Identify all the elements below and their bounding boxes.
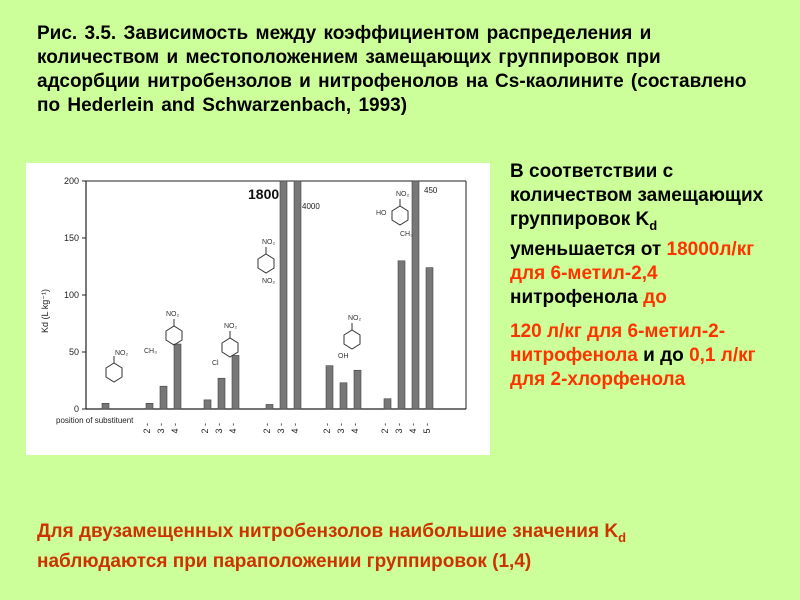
nitrophenol-structure-icon — [338, 315, 362, 360]
bar — [266, 404, 273, 409]
y-tick-label: 100 — [63, 290, 79, 300]
svg-text:Cl: Cl — [212, 360, 219, 367]
methylnitrophenol-structure-icon — [376, 191, 413, 238]
side-black-3: и до — [643, 344, 684, 366]
x-tick-label: 2 - — [200, 423, 210, 434]
side-black-2: нитрофенола — [510, 286, 638, 308]
svg-text:OH: OH — [338, 353, 349, 360]
bar — [326, 366, 333, 409]
x-tick-label: 3 - — [276, 423, 286, 434]
bar — [340, 383, 347, 409]
side-red-4: 0,1 л/кг для 2-хлорфенола — [510, 344, 756, 390]
bottom-sub-d: d — [618, 529, 627, 545]
chart-svg — [26, 163, 490, 455]
bottom-text — [37, 520, 757, 574]
y-tick-label: 150 — [63, 233, 79, 243]
annotation-450: 450 — [424, 186, 438, 195]
svg-text:CH₃: CH₃ — [144, 348, 157, 355]
bottom-text-1: Для двузамещенных нитробензолов наибольшие значения K — [37, 521, 619, 542]
x-tick-label: 3 - — [336, 423, 346, 434]
bar — [294, 181, 301, 409]
y-ticks — [64, 176, 86, 414]
x-tick-label: 2 - — [262, 423, 272, 434]
bar — [280, 181, 287, 409]
bar — [354, 370, 361, 409]
svg-text:NO₂: NO₂ — [262, 239, 276, 246]
bar — [174, 344, 181, 409]
x-tick-label: 3 - — [214, 423, 224, 434]
dinitrobenzene-structure-icon — [258, 239, 276, 285]
svg-text:NO₂: NO₂ — [115, 350, 129, 357]
y-tick-label: 50 — [68, 347, 79, 357]
bar-chart — [26, 163, 490, 455]
x-tick-label: 3 - — [394, 423, 404, 434]
x-tick-label: 3 - — [156, 423, 166, 434]
x-tick-label: 4 - — [350, 423, 360, 434]
x-tick-label: 5 - — [422, 423, 432, 434]
nitrobenzene-structure-icon — [106, 350, 129, 382]
x-tick-label: 4 - — [228, 423, 238, 434]
y-axis-label: Kd (L kg⁻¹) — [40, 289, 50, 333]
x-tick-label: 2 - — [322, 423, 332, 434]
x-tick-label: 4 - — [170, 423, 180, 434]
svg-text:NO₂: NO₂ — [262, 278, 276, 285]
figure-title: Рис. 3.5. Зависимость между коэффициентом распределения и количеством и местоположением замещающих группировок при адсорбции нитробензолов и нитрофенолов на Cs-каолините (составлено по Hederlein and Schwarzenbach, 1993) — [37, 23, 747, 116]
x-tick-label: 4 - — [408, 423, 418, 434]
x-tick-label: 4 - — [290, 423, 300, 434]
side-red-2: до — [643, 286, 667, 308]
y-tick-label: 200 — [63, 176, 79, 186]
bar — [102, 403, 109, 409]
svg-text:CH₃: CH₃ — [400, 231, 413, 238]
bar — [232, 355, 239, 409]
svg-text:NO₂: NO₂ — [224, 323, 238, 330]
side-text-2: уменьшается от — [510, 238, 662, 260]
bar — [218, 378, 225, 409]
y-tick-label: 0 — [73, 404, 79, 414]
annotation-1800: 1800 — [248, 186, 280, 202]
bar — [398, 261, 405, 409]
svg-text:NO₂: NO₂ — [166, 311, 180, 318]
side-sub-d: d — [649, 217, 658, 233]
side-text — [510, 160, 770, 402]
x-tick-labels — [142, 423, 432, 434]
x-tick-label: 2 - — [380, 423, 390, 434]
bar — [384, 399, 391, 409]
bar — [146, 403, 153, 409]
bar — [426, 268, 433, 409]
bar — [160, 386, 167, 409]
bottom-text-2: наблюдаются при параположении группировок (1,4) — [37, 550, 532, 572]
position-label: position of substituent — [56, 416, 134, 425]
bar — [412, 181, 419, 409]
side-text-1: В соответствии с количеством замещающих группировок K — [510, 161, 764, 230]
svg-text:HO: HO — [376, 210, 387, 217]
svg-text:NO₂: NO₂ — [396, 191, 410, 198]
x-tick-label: 2 - — [142, 423, 152, 434]
annotation-4000: 4000 — [302, 202, 320, 211]
bar — [204, 400, 211, 409]
svg-text:NO₂: NO₂ — [348, 315, 362, 322]
side-red-3: 120 л/кг для 6-метил-2-нитрофенола — [510, 320, 726, 366]
side-red-1: 18000л/кг для 6-метил-2,4 — [510, 238, 755, 284]
